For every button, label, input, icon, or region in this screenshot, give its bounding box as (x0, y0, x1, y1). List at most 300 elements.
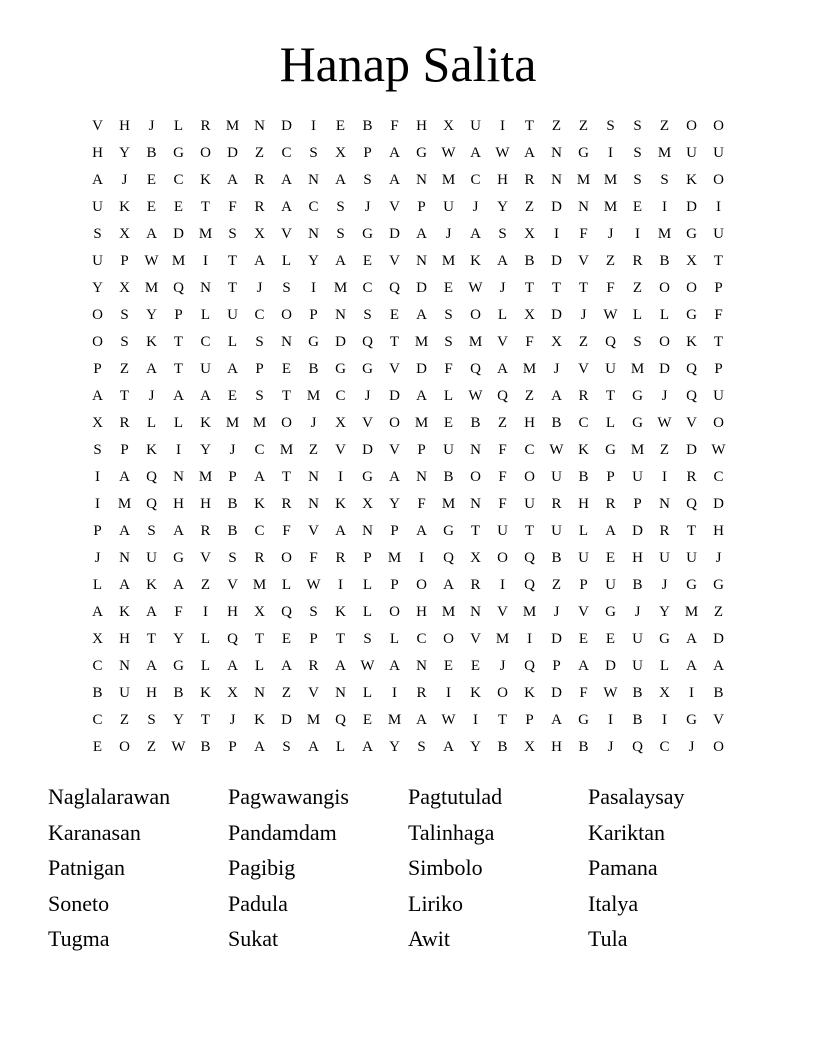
grid-letter[interactable]: Q (335, 712, 346, 728)
grid-letter[interactable]: C (254, 442, 265, 458)
grid-letter[interactable]: I (608, 145, 613, 161)
grid-letter[interactable]: X (524, 307, 535, 323)
grid-letter[interactable]: K (146, 442, 157, 458)
grid-letter[interactable]: A (497, 361, 508, 377)
grid-letter[interactable]: M (198, 469, 213, 485)
grid-letter[interactable]: G (605, 442, 616, 458)
grid-letter[interactable]: A (281, 172, 292, 188)
grid-letter[interactable]: O (497, 685, 508, 701)
grid-letter[interactable]: A (92, 604, 103, 620)
grid-letter[interactable]: O (92, 307, 103, 323)
grid-letter[interactable]: B (443, 469, 454, 485)
grid-letter[interactable]: M (684, 604, 699, 620)
grid-letter[interactable]: L (281, 253, 292, 269)
grid-letter[interactable]: M (414, 415, 429, 431)
grid-letter[interactable]: X (470, 550, 481, 566)
grid-letter[interactable]: F (498, 469, 507, 485)
grid-letter[interactable]: S (363, 172, 372, 188)
grid-letter[interactable]: U (443, 442, 454, 458)
grid-letter[interactable]: A (416, 712, 427, 728)
grid-letter[interactable]: D (551, 307, 562, 323)
grid-letter[interactable]: T (524, 118, 535, 134)
grid-letter[interactable]: O (659, 334, 670, 350)
grid-letter[interactable]: B (470, 415, 481, 431)
grid-letter[interactable]: S (498, 226, 507, 242)
grid-letter[interactable]: E (389, 307, 400, 323)
grid-letter[interactable]: N (200, 280, 211, 296)
grid-letter[interactable]: A (416, 226, 427, 242)
grid-letter[interactable]: X (119, 226, 130, 242)
grid-letter[interactable]: Y (146, 307, 157, 323)
grid-letter[interactable]: E (227, 388, 238, 404)
grid-letter[interactable]: Z (146, 739, 157, 755)
grid-letter[interactable]: A (200, 388, 211, 404)
grid-letter[interactable]: H (119, 118, 130, 134)
grid-letter[interactable]: U (632, 631, 643, 647)
grid-letter[interactable]: X (119, 280, 130, 296)
grid-letter[interactable]: Z (119, 712, 130, 728)
grid-letter[interactable]: D (605, 658, 616, 674)
grid-letter[interactable]: D (389, 388, 400, 404)
grid-letter[interactable]: C (281, 145, 292, 161)
grid-letter[interactable]: U (713, 226, 724, 242)
grid-letter[interactable]: N (335, 307, 346, 323)
grid-letter[interactable]: K (146, 577, 157, 593)
grid-letter[interactable]: F (579, 226, 588, 242)
grid-letter[interactable]: T (686, 523, 697, 539)
grid-letter[interactable]: J (364, 199, 371, 215)
grid-letter[interactable]: L (200, 658, 211, 674)
grid-letter[interactable]: T (173, 334, 184, 350)
grid-letter[interactable]: A (686, 631, 697, 647)
grid-letter[interactable]: T (200, 712, 211, 728)
grid-letter[interactable]: L (173, 118, 184, 134)
grid-letter[interactable]: O (524, 469, 535, 485)
grid-letter[interactable]: S (309, 604, 318, 620)
grid-letter[interactable]: O (281, 550, 292, 566)
grid-letter[interactable]: G (686, 712, 697, 728)
grid-letter[interactable]: U (551, 469, 562, 485)
grid-letter[interactable]: D (632, 523, 643, 539)
grid-letter[interactable]: P (93, 523, 102, 539)
grid-letter[interactable]: Z (497, 415, 508, 431)
grid-letter[interactable]: Y (92, 280, 103, 296)
grid-letter[interactable]: T (281, 469, 292, 485)
grid-letter[interactable]: C (254, 307, 265, 323)
grid-letter[interactable]: G (308, 334, 319, 350)
grid-letter[interactable]: K (200, 172, 211, 188)
grid-letter[interactable]: U (713, 388, 724, 404)
grid-letter[interactable]: Z (659, 118, 670, 134)
grid-letter[interactable]: A (389, 145, 400, 161)
grid-letter[interactable]: A (551, 388, 562, 404)
grid-letter[interactable]: A (227, 172, 238, 188)
grid-letter[interactable]: V (389, 361, 400, 377)
grid-letter[interactable]: P (228, 739, 237, 755)
grid-letter[interactable]: W (171, 739, 186, 755)
grid-letter[interactable]: U (92, 253, 103, 269)
grid-letter[interactable]: N (308, 172, 319, 188)
grid-letter[interactable]: E (605, 550, 616, 566)
grid-letter[interactable]: A (92, 388, 103, 404)
grid-letter[interactable]: P (714, 280, 723, 296)
grid-letter[interactable]: L (632, 307, 643, 323)
grid-letter[interactable]: D (686, 199, 697, 215)
grid-letter[interactable]: U (146, 550, 157, 566)
grid-letter[interactable]: I (203, 604, 208, 620)
grid-letter[interactable]: N (119, 658, 130, 674)
grid-letter[interactable]: B (362, 118, 373, 134)
grid-letter[interactable]: M (198, 226, 213, 242)
grid-letter[interactable]: T (146, 631, 157, 647)
grid-letter[interactable]: F (579, 685, 588, 701)
grid-letter[interactable]: V (308, 523, 319, 539)
grid-letter[interactable]: S (228, 550, 237, 566)
grid-letter[interactable]: J (472, 199, 479, 215)
grid-letter[interactable]: S (255, 334, 264, 350)
grid-letter[interactable]: U (605, 577, 616, 593)
grid-letter[interactable]: V (578, 361, 589, 377)
grid-letter[interactable]: D (416, 280, 427, 296)
grid-letter[interactable]: E (578, 631, 589, 647)
grid-letter[interactable]: I (311, 280, 316, 296)
grid-letter[interactable]: S (120, 307, 129, 323)
grid-letter[interactable]: E (281, 631, 292, 647)
grid-letter[interactable]: G (578, 712, 589, 728)
grid-letter[interactable]: O (713, 415, 724, 431)
grid-letter[interactable]: E (281, 361, 292, 377)
grid-letter[interactable]: U (659, 550, 670, 566)
grid-letter[interactable]: A (254, 469, 265, 485)
grid-letter[interactable]: A (470, 226, 481, 242)
grid-letter[interactable]: M (441, 604, 456, 620)
grid-letter[interactable]: J (661, 388, 668, 404)
grid-letter[interactable]: I (662, 712, 667, 728)
grid-letter[interactable]: M (279, 442, 294, 458)
grid-letter[interactable]: S (309, 145, 318, 161)
grid-letter[interactable]: D (281, 118, 292, 134)
grid-letter[interactable]: J (445, 226, 452, 242)
grid-letter[interactable]: M (441, 253, 456, 269)
grid-letter[interactable]: M (630, 361, 645, 377)
grid-letter[interactable]: A (551, 712, 562, 728)
grid-letter[interactable]: B (551, 415, 562, 431)
grid-letter[interactable]: C (308, 199, 319, 215)
grid-letter[interactable]: S (336, 199, 345, 215)
grid-letter[interactable]: U (92, 199, 103, 215)
grid-letter[interactable]: H (551, 739, 562, 755)
grid-letter[interactable]: A (281, 658, 292, 674)
grid-letter[interactable]: M (468, 334, 483, 350)
grid-letter[interactable]: U (470, 118, 481, 134)
grid-letter[interactable]: K (335, 496, 346, 512)
grid-letter[interactable]: R (281, 496, 292, 512)
grid-letter[interactable]: U (605, 361, 616, 377)
grid-letter[interactable]: M (252, 415, 267, 431)
grid-letter[interactable]: P (417, 442, 426, 458)
grid-letter[interactable]: N (362, 523, 373, 539)
grid-letter[interactable]: Y (470, 739, 481, 755)
grid-letter[interactable]: B (227, 523, 238, 539)
grid-letter[interactable]: T (227, 253, 238, 269)
grid-letter[interactable]: R (254, 550, 265, 566)
grid-letter[interactable]: A (146, 361, 157, 377)
grid-letter[interactable]: T (605, 388, 616, 404)
grid-letter[interactable]: L (227, 334, 238, 350)
grid-letter[interactable]: T (227, 280, 238, 296)
grid-letter[interactable]: M (657, 145, 672, 161)
grid-letter[interactable]: P (255, 361, 264, 377)
grid-letter[interactable]: N (308, 469, 319, 485)
grid-letter[interactable]: N (308, 226, 319, 242)
grid-letter[interactable]: E (362, 253, 373, 269)
grid-letter[interactable]: L (281, 577, 292, 593)
grid-letter[interactable]: H (497, 172, 508, 188)
grid-letter[interactable]: A (227, 658, 238, 674)
grid-letter[interactable]: S (444, 334, 453, 350)
grid-letter[interactable]: N (551, 145, 562, 161)
grid-letter[interactable]: G (173, 658, 184, 674)
grid-letter[interactable]: P (633, 496, 642, 512)
grid-letter[interactable]: V (686, 415, 697, 431)
grid-letter[interactable]: C (335, 388, 346, 404)
grid-letter[interactable]: E (443, 415, 454, 431)
grid-letter[interactable]: R (605, 496, 616, 512)
grid-letter[interactable]: P (228, 469, 237, 485)
grid-letter[interactable]: X (524, 739, 535, 755)
grid-letter[interactable]: R (524, 172, 535, 188)
grid-letter[interactable]: V (389, 199, 400, 215)
grid-letter[interactable]: G (443, 523, 454, 539)
grid-letter[interactable]: M (225, 118, 240, 134)
grid-letter[interactable]: A (119, 469, 130, 485)
grid-letter[interactable]: R (578, 388, 589, 404)
grid-letter[interactable]: P (309, 307, 318, 323)
grid-letter[interactable]: P (417, 199, 426, 215)
grid-letter[interactable]: V (389, 442, 400, 458)
grid-letter[interactable]: N (416, 253, 427, 269)
grid-letter[interactable]: L (578, 523, 589, 539)
grid-letter[interactable]: N (281, 334, 292, 350)
grid-letter[interactable]: S (147, 523, 156, 539)
grid-letter[interactable]: R (551, 496, 562, 512)
grid-letter[interactable]: C (524, 442, 535, 458)
grid-letter[interactable]: L (146, 415, 157, 431)
grid-letter[interactable]: A (389, 469, 400, 485)
grid-letter[interactable]: Q (362, 334, 373, 350)
grid-letter[interactable]: C (416, 631, 427, 647)
grid-letter[interactable]: S (633, 145, 642, 161)
grid-letter[interactable]: Y (173, 631, 184, 647)
grid-letter[interactable]: R (416, 685, 427, 701)
grid-letter[interactable]: A (335, 253, 346, 269)
grid-letter[interactable]: E (362, 712, 373, 728)
grid-letter[interactable]: B (200, 739, 211, 755)
grid-letter[interactable]: K (119, 604, 130, 620)
grid-letter[interactable]: A (578, 658, 589, 674)
grid-letter[interactable]: O (200, 145, 211, 161)
grid-letter[interactable]: I (338, 469, 343, 485)
grid-letter[interactable]: K (200, 685, 211, 701)
grid-letter[interactable]: Q (443, 550, 454, 566)
grid-letter[interactable]: M (495, 631, 510, 647)
grid-letter[interactable]: R (659, 523, 670, 539)
grid-letter[interactable]: Y (119, 145, 130, 161)
grid-letter[interactable]: V (470, 631, 481, 647)
grid-letter[interactable]: D (659, 361, 670, 377)
grid-letter[interactable]: R (686, 469, 697, 485)
grid-letter[interactable]: B (551, 550, 562, 566)
grid-letter[interactable]: A (713, 658, 724, 674)
grid-letter[interactable]: O (281, 415, 292, 431)
grid-letter[interactable]: O (713, 118, 724, 134)
grid-letter[interactable]: A (119, 523, 130, 539)
grid-letter[interactable]: A (173, 577, 184, 593)
grid-letter[interactable]: Z (200, 577, 211, 593)
grid-letter[interactable]: H (200, 496, 211, 512)
grid-letter[interactable]: I (446, 685, 451, 701)
grid-letter[interactable]: F (498, 496, 507, 512)
grid-letter[interactable]: M (117, 496, 132, 512)
grid-letter[interactable]: V (335, 442, 346, 458)
grid-letter[interactable]: O (713, 172, 724, 188)
grid-letter[interactable]: G (362, 361, 373, 377)
grid-letter[interactable]: E (173, 199, 184, 215)
grid-letter[interactable]: K (524, 685, 535, 701)
grid-letter[interactable]: U (551, 523, 562, 539)
grid-letter[interactable]: S (606, 118, 615, 134)
grid-letter[interactable]: U (227, 307, 238, 323)
grid-letter[interactable]: Q (524, 658, 535, 674)
grid-letter[interactable]: I (392, 685, 397, 701)
grid-letter[interactable]: J (499, 280, 506, 296)
grid-letter[interactable]: Q (470, 361, 481, 377)
grid-letter[interactable]: U (686, 145, 697, 161)
grid-letter[interactable]: N (119, 550, 130, 566)
grid-letter[interactable]: A (389, 658, 400, 674)
grid-letter[interactable]: M (306, 712, 321, 728)
grid-letter[interactable]: D (551, 685, 562, 701)
grid-letter[interactable]: Q (632, 739, 643, 755)
grid-letter[interactable]: Z (713, 604, 724, 620)
grid-letter[interactable]: E (146, 199, 157, 215)
grid-letter[interactable]: W (657, 415, 672, 431)
grid-letter[interactable]: T (200, 199, 211, 215)
grid-letter[interactable]: N (470, 496, 481, 512)
grid-letter[interactable]: G (686, 577, 697, 593)
grid-letter[interactable]: P (552, 658, 561, 674)
grid-letter[interactable]: N (416, 658, 427, 674)
grid-letter[interactable]: T (173, 361, 184, 377)
grid-letter[interactable]: X (659, 685, 670, 701)
grid-letter[interactable]: E (632, 199, 643, 215)
grid-letter[interactable]: R (254, 199, 265, 215)
grid-letter[interactable]: A (686, 658, 697, 674)
grid-letter[interactable]: F (174, 604, 183, 620)
grid-letter[interactable]: I (176, 442, 181, 458)
grid-letter[interactable]: U (713, 145, 724, 161)
grid-letter[interactable]: K (254, 496, 265, 512)
grid-letter[interactable]: Q (686, 496, 697, 512)
grid-letter[interactable]: J (688, 739, 695, 755)
grid-letter[interactable]: B (632, 712, 643, 728)
grid-letter[interactable]: N (659, 496, 670, 512)
grid-letter[interactable]: K (146, 334, 157, 350)
grid-letter[interactable]: Q (281, 604, 292, 620)
grid-letter[interactable]: M (144, 280, 159, 296)
grid-letter[interactable]: C (92, 712, 103, 728)
grid-letter[interactable]: O (92, 334, 103, 350)
grid-letter[interactable]: M (414, 334, 429, 350)
grid-letter[interactable]: A (605, 523, 616, 539)
grid-letter[interactable]: L (389, 631, 400, 647)
grid-letter[interactable]: D (227, 145, 238, 161)
grid-letter[interactable]: I (527, 631, 532, 647)
grid-letter[interactable]: Q (389, 280, 400, 296)
grid-letter[interactable]: Z (551, 118, 562, 134)
grid-letter[interactable]: C (92, 658, 103, 674)
grid-letter[interactable]: T (335, 631, 346, 647)
grid-letter[interactable]: D (686, 442, 697, 458)
grid-letter[interactable]: L (173, 415, 184, 431)
grid-letter[interactable]: I (95, 469, 100, 485)
grid-letter[interactable]: U (524, 496, 535, 512)
grid-letter[interactable]: G (659, 631, 670, 647)
grid-letter[interactable]: Z (551, 577, 562, 593)
grid-letter[interactable]: J (715, 550, 722, 566)
grid-letter[interactable]: R (308, 658, 319, 674)
grid-letter[interactable]: A (416, 388, 427, 404)
grid-letter[interactable]: A (524, 145, 535, 161)
grid-letter[interactable]: Z (578, 334, 589, 350)
grid-letter[interactable]: R (470, 577, 481, 593)
grid-letter[interactable]: U (632, 469, 643, 485)
grid-letter[interactable]: P (390, 577, 399, 593)
grid-letter[interactable]: I (689, 685, 694, 701)
grid-letter[interactable]: T (389, 334, 400, 350)
grid-letter[interactable]: J (607, 226, 614, 242)
grid-letter[interactable]: A (119, 577, 130, 593)
grid-letter[interactable]: I (500, 577, 505, 593)
grid-letter[interactable]: M (171, 253, 186, 269)
grid-letter[interactable]: M (441, 496, 456, 512)
grid-letter[interactable]: D (335, 334, 346, 350)
grid-letter[interactable]: M (522, 361, 537, 377)
grid-letter[interactable]: U (497, 523, 508, 539)
grid-letter[interactable]: I (608, 712, 613, 728)
grid-letter[interactable]: R (119, 415, 130, 431)
grid-letter[interactable]: A (443, 739, 454, 755)
grid-letter[interactable]: K (686, 172, 697, 188)
grid-letter[interactable]: H (416, 604, 427, 620)
grid-letter[interactable]: J (553, 604, 560, 620)
grid-letter[interactable]: L (497, 307, 508, 323)
grid-letter[interactable]: F (606, 280, 615, 296)
grid-letter[interactable]: L (362, 604, 373, 620)
grid-letter[interactable]: U (632, 658, 643, 674)
grid-letter[interactable]: N (551, 172, 562, 188)
grid-letter[interactable]: H (92, 145, 103, 161)
grid-letter[interactable]: O (470, 307, 481, 323)
grid-letter[interactable]: H (227, 604, 238, 620)
grid-letter[interactable]: B (92, 685, 103, 701)
grid-letter[interactable]: L (659, 658, 670, 674)
grid-letter[interactable]: M (522, 604, 537, 620)
grid-letter[interactable]: M (252, 577, 267, 593)
grid-letter[interactable]: L (362, 685, 373, 701)
grid-letter[interactable]: S (363, 307, 372, 323)
grid-letter[interactable]: Y (659, 604, 670, 620)
